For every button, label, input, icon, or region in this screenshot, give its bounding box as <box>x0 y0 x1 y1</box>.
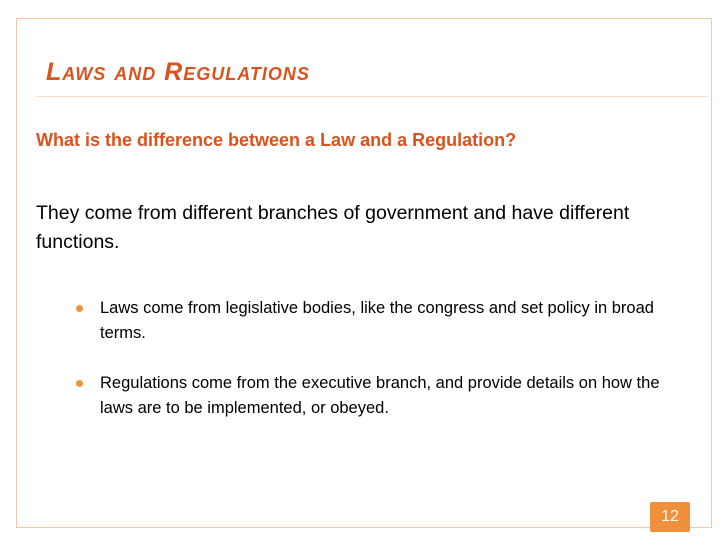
bullet-text: Regulations come from the executive branch, and provide details on how the laws are to be implemented, or obeyed. <box>100 374 660 417</box>
body-paragraph: They come from different branches of government and have different functions. <box>36 202 630 253</box>
question-heading: What is the difference between a Law and a Regulation? <box>36 130 517 150</box>
slide-title: Laws and Regulations <box>46 58 310 86</box>
bullet-dot-icon <box>76 380 83 387</box>
bullet-text: Laws come from legislative bodies, like the congress and set policy in broad terms. <box>100 299 654 342</box>
slide-frame <box>16 18 712 528</box>
title-divider <box>36 96 708 97</box>
bullet-dot-icon <box>76 305 83 312</box>
page-number: 12 <box>661 508 679 525</box>
page-number-badge <box>650 502 690 532</box>
bullet-item-regulations <box>76 371 696 421</box>
bullet-item-laws <box>76 296 696 346</box>
bullet-list <box>76 296 696 446</box>
